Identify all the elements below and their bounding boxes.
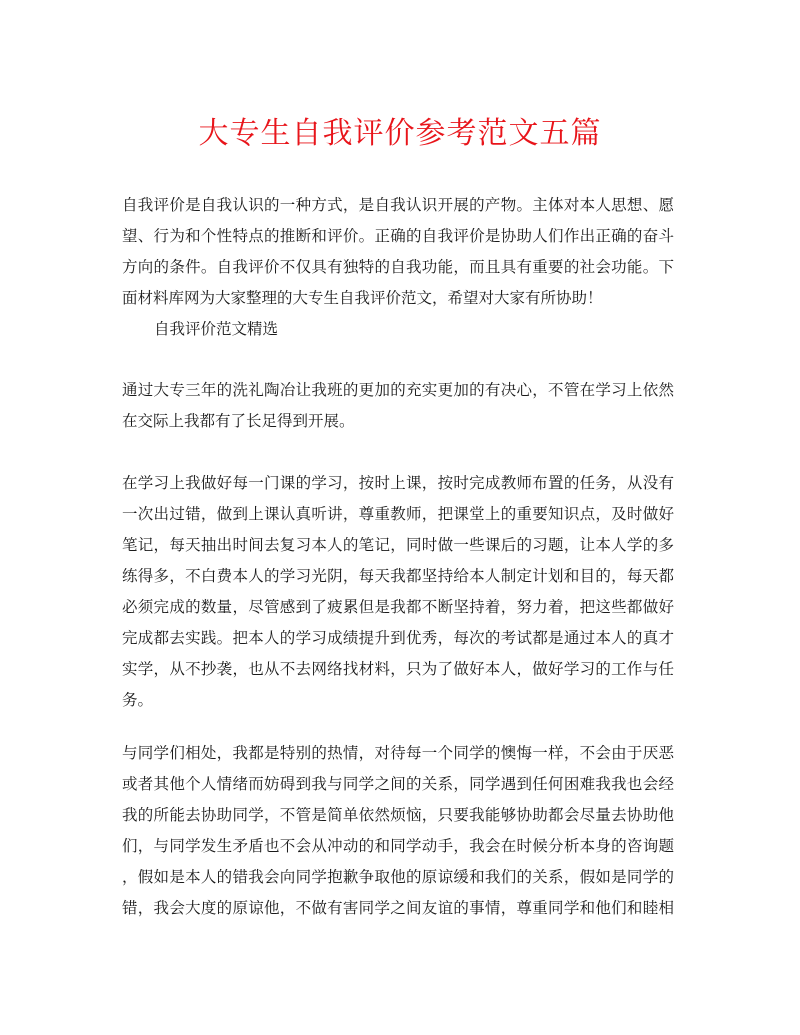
paragraph-line: 们，与同学发生矛盾也不会从冲动的和同学动手，我会在时候分析本身的咨询题 bbox=[122, 837, 674, 855]
paragraph-line: 在交际上我都有了长足得到开展。 bbox=[122, 412, 355, 430]
subheading: 自我评价范文精选 bbox=[154, 320, 279, 338]
document-title: 大专生自我评价参考范文五篇 bbox=[198, 116, 602, 151]
paragraph-line: 通过大专三年的洗礼陶冶让我班的更加的充实更加的有决心，不管在学习上依然 bbox=[122, 381, 674, 399]
intro-line: 自我评价是自我认识的一种方式，是自我认识开展的产物。主体对本人思想、愿 bbox=[122, 196, 674, 214]
paragraph-line: 练得多，不白费本人的学习光阴，每天我都坚持给本人制定计划和目的，每天都 bbox=[122, 567, 674, 585]
paragraph-line: 我的所能去协助同学，不管是简单依然烦恼，只要我能够协助都会尽量去协助他 bbox=[122, 806, 674, 824]
paragraph-line: 在学习上我做好每一门课的学习，按时上课，按时完成教师布置的任务，从没有 bbox=[122, 474, 674, 492]
intro-line: 面材料库网为大家整理的大专生自我评价范文，希望对大家有所协助！ bbox=[122, 289, 603, 307]
paragraph-3 bbox=[122, 738, 674, 924]
intro-line: 方向的条件。自我评价不仅具有独特的自我功能，而且具有重要的社会功能。下 bbox=[122, 258, 674, 276]
paragraph-1 bbox=[122, 375, 674, 437]
intro-paragraph bbox=[122, 190, 674, 345]
paragraph-2 bbox=[122, 468, 674, 716]
paragraph-line: 错，我会大度的原谅他，不做有害同学之间友谊的事情，尊重同学和他们和睦相 bbox=[122, 899, 674, 917]
paragraph-line: 与同学们相处，我都是特别的热情，对待每一个同学的懊悔一样，不会由于厌恶 bbox=[122, 744, 674, 762]
paragraph-line: 或者其他个人情绪而妨碍到我与同学之间的关系，同学遇到任何困难我我也会经 bbox=[122, 775, 674, 793]
paragraph-line: 必须完成的数量，尽管感到了疲累但是我都不断坚持着，努力着，把这些都做好 bbox=[122, 598, 674, 616]
paragraph-line: 务。 bbox=[122, 691, 154, 709]
paragraph-line: 实学，从不抄袭，也从不去网络找材料，只为了做好本人，做好学习的工作与任 bbox=[122, 660, 674, 678]
paragraph-line: 完成都去实践。把本人的学习成绩提升到优秀，每次的考试都是通过本人的真才 bbox=[122, 629, 674, 647]
paragraph-line: ，假如是本人的错我会向同学抱歉争取他的原谅缓和我们的关系，假如是同学的 bbox=[122, 868, 674, 886]
paragraph-line: 一次出过错，做到上课认真听讲，尊重教师，把课堂上的重要知识点，及时做好 bbox=[122, 505, 674, 523]
paragraph-line: 笔记，每天抽出时间去复习本人的笔记，同时做一些课后的习题，让本人学的多 bbox=[122, 536, 674, 554]
intro-line: 望、行为和个性特点的推断和评价。正确的自我评价是协助人们作出正确的奋斗 bbox=[122, 227, 674, 245]
